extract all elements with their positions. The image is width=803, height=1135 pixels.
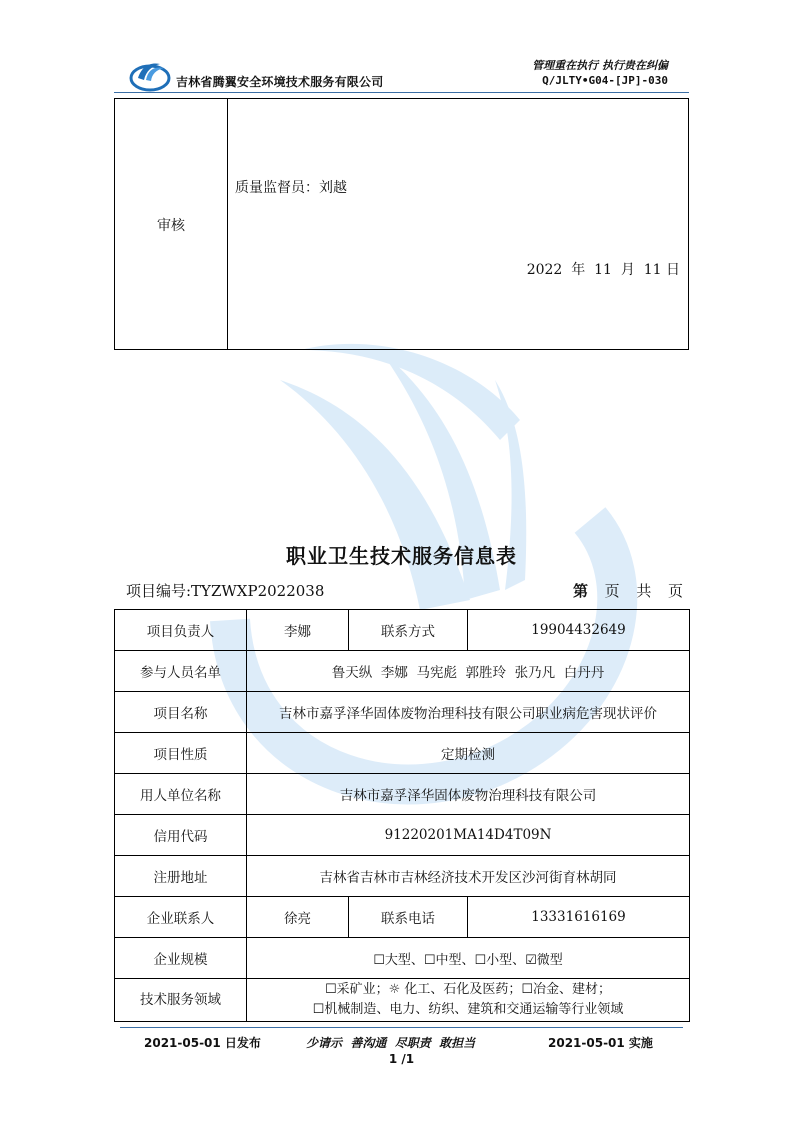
review-divider xyxy=(227,99,228,349)
employer-label: 用人单位名称 xyxy=(115,774,247,815)
phone-value: 13331616169 xyxy=(468,897,690,938)
header-rule xyxy=(114,92,689,93)
service-field-line-2: ☐机械制造、电力、纺织、建筑和交通运输等行业领域 xyxy=(312,1002,624,1017)
credit-label: 信用代码 xyxy=(115,815,247,856)
nature-value: 定期检测 xyxy=(247,733,690,774)
nature-label: 项目性质 xyxy=(115,733,247,774)
page-counter xyxy=(573,580,683,601)
footer-rule xyxy=(120,1027,683,1028)
table-row xyxy=(115,897,690,938)
table-row xyxy=(115,815,690,856)
address-value: 吉林省吉林市吉林经济技术开发区沙河街育林胡同 xyxy=(247,856,690,897)
review-box xyxy=(114,98,689,350)
company-name: 吉林省腾翼安全环境技术服务有限公司 xyxy=(176,75,384,89)
table-row xyxy=(115,979,690,1022)
info-table xyxy=(114,609,690,1022)
service-field-line-1: ☐采矿业；☼ 化工、石化及医药；☐冶金、建材； xyxy=(324,982,612,997)
pager-ye-2: 页 xyxy=(667,582,683,600)
table-row xyxy=(115,938,690,979)
header-slogan: 管理重在执行 执行贵在纠偏 xyxy=(532,59,668,72)
pager-ye: 页 xyxy=(604,582,620,600)
address-label: 注册地址 xyxy=(115,856,247,897)
table-row xyxy=(115,610,690,651)
leader-label: 项目负责人 xyxy=(115,610,247,651)
contact-value: 19904432649 xyxy=(468,610,690,651)
members-value: 鲁天纵 李娜 马宪彪 郭胜玲 张乃凡 白丹丹 xyxy=(247,651,690,692)
project-name-label: 项目名称 xyxy=(115,692,247,733)
scale-label: 企业规模 xyxy=(115,938,247,979)
review-label: 审核 xyxy=(157,218,185,234)
phone-label: 联系电话 xyxy=(349,897,468,938)
employer-value: 吉林市嘉孚泽华固体废物治理科技有限公司 xyxy=(247,774,690,815)
table-row xyxy=(115,774,690,815)
project-name-value: 吉林市嘉孚泽华固体废物治理科技有限公司职业病危害现状评价 xyxy=(247,692,690,733)
company-logo xyxy=(128,56,172,92)
pager-di: 第 xyxy=(573,582,589,600)
enterprise-contact-value: 徐亮 xyxy=(247,897,349,938)
footer-motto: 少请示 善沟通 尽职责 敢担当 xyxy=(306,1036,476,1050)
scale-value: ☐大型、☐中型、☐小型、☑微型 xyxy=(247,938,690,979)
service-field-label: 技术服务领域 xyxy=(115,979,247,1022)
contact-label: 联系方式 xyxy=(349,610,468,651)
info-title: 职业卫生技术服务信息表 xyxy=(286,544,517,568)
leader-value: 李娜 xyxy=(247,610,349,651)
document-code: Q/JLTY•G04-[JP]-030 xyxy=(542,74,668,87)
service-field-value xyxy=(247,979,690,1022)
page-number: 1 /1 xyxy=(388,1052,415,1066)
effective-date: 2021-05-01 实施 xyxy=(548,1036,653,1050)
table-row xyxy=(115,651,690,692)
table-row xyxy=(115,692,690,733)
review-date: 2022 年 11 月 11 日 xyxy=(526,262,680,278)
pager-gong: 共 xyxy=(636,582,652,600)
table-row xyxy=(115,856,690,897)
enterprise-contact-label: 企业联系人 xyxy=(115,897,247,938)
project-number: 项目编号:TYZWXP2022038 xyxy=(126,582,325,600)
publish-date: 2021-05-01 日发布 xyxy=(144,1036,261,1050)
members-label: 参与人员名单 xyxy=(115,651,247,692)
table-row xyxy=(115,733,690,774)
quality-supervisor: 质量监督员：刘越 xyxy=(235,180,347,196)
credit-value: 91220201MA14D4T09N xyxy=(247,815,690,856)
